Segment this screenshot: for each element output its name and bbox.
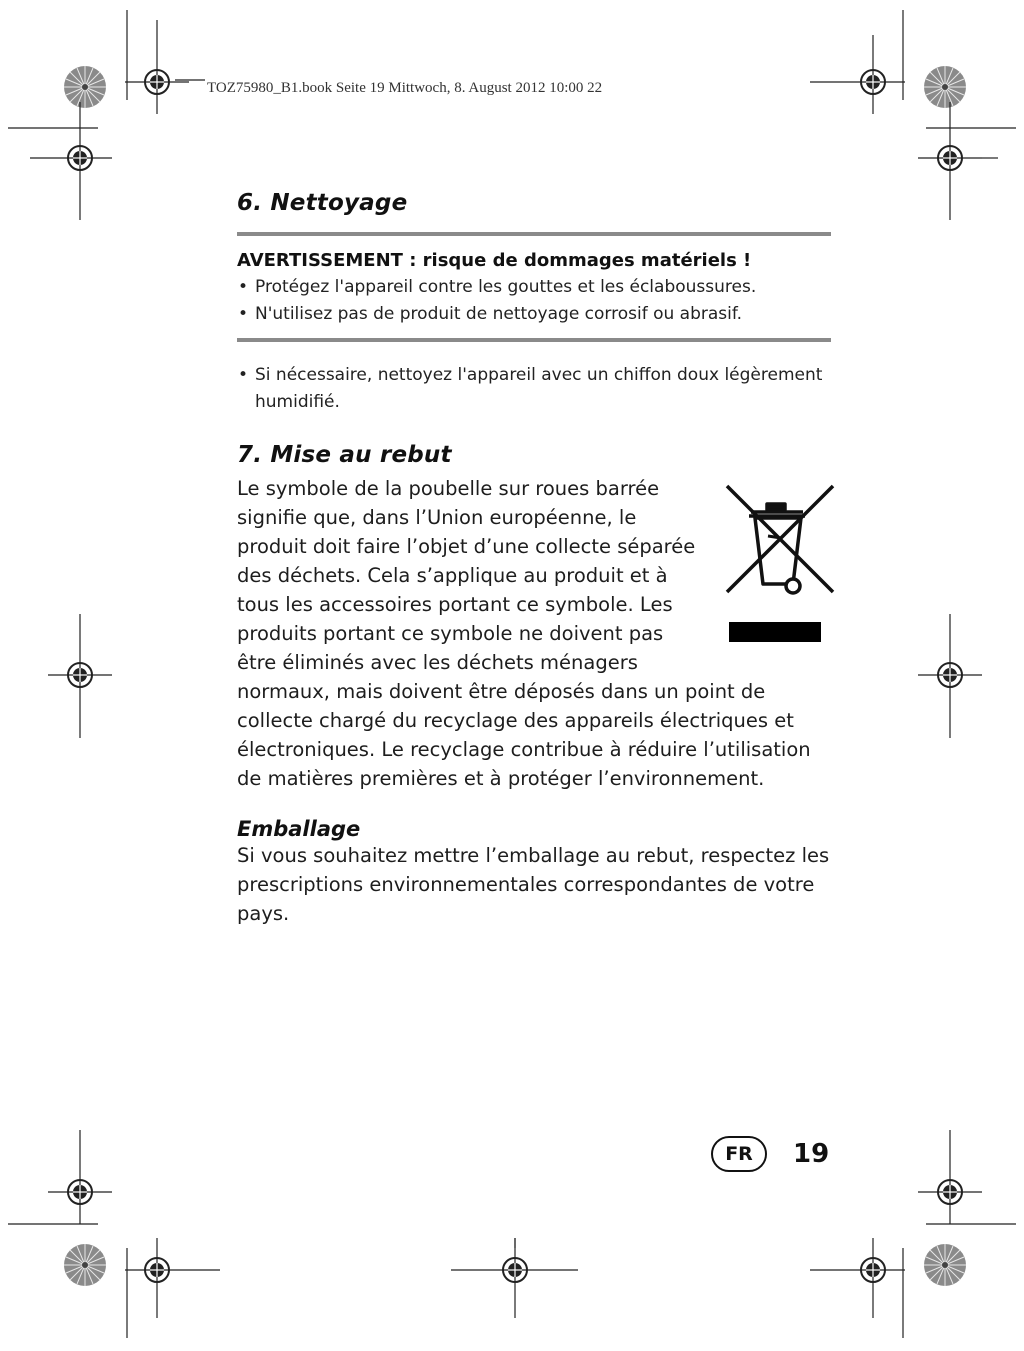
section-7-title: 7. Mise au rebut [237,442,452,468]
warning-item: • N'utilisez pas de produit de nettoyage corrosif ou abrasif. [237,301,831,328]
warning-list [237,274,831,328]
section-6-title: 6. Nettoyage [237,190,408,216]
cleaning-instruction: • Si nécessaire, nettoyez l'appareil avec un chiffon doux légèrement humidifié. [237,362,831,416]
warning-title: AVERTISSEMENT : risque de dommages matériels ! [237,250,752,271]
packaging-title: Emballage [237,817,361,841]
cleaning-instructions [237,362,831,416]
page-content [237,190,831,928]
warning-item: • Protégez l'appareil contre les gouttes et les éclaboussures. [237,274,831,301]
book-header-info: TOZ75980_B1.book Seite 19 Mittwoch, 8. August 2012 10:00 22 [207,80,603,96]
page-number: 19 [793,1139,830,1169]
language-badge: FR [711,1136,767,1172]
warning-box [237,232,831,342]
crossed-out-wheelie-bin-icon [715,476,855,656]
bin-separate-collection-bar [729,622,821,642]
packaging-text: Si vous souhaitez mettre l’emballage au rebut, respectez les prescriptions environnementales correspondantes de votre pays. [237,844,830,925]
page-footer [711,1136,829,1172]
disposal-block [237,474,831,793]
disposal-paragraph: Le symbole de la poubelle sur roues barrée signifie que, dans l’Union européenne, le produit doit faire l’objet d’une collecte séparée des déchets. Cela s’applique au produit et à tous les accessoires portant ce symbole. Les produits portant ce symbole ne doivent pas être éliminés avec les déchets ménagers normaux, mais doivent être déposés dans un point de collecte chargé du recyclage des appareils électriques et électroniques. Le recyclage contribue à réduire l’utilisation de matières premières et à protéger l’environnement. [237,477,811,790]
